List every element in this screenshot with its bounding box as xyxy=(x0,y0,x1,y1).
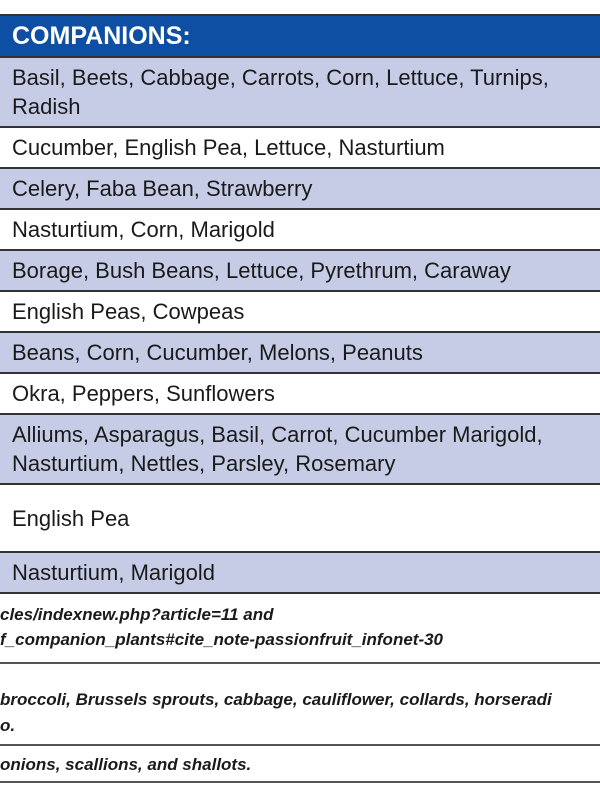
table-header: COMPANIONS: xyxy=(0,16,600,58)
row-text: Cucumber, English Pea, Lettuce, Nasturtium xyxy=(12,135,445,160)
divider xyxy=(0,781,600,783)
row-text: Basil, Beets, Cabbage, Carrots, Corn, Lettuce, Turnips, Radish xyxy=(12,65,549,119)
row-text: English Pea xyxy=(12,505,130,531)
row-text: Alliums, Asparagus, Basil, Carrot, Cucumber Marigold, Nasturtium, Nettles, Parsley, Rosemary xyxy=(12,422,543,476)
divider xyxy=(0,744,600,746)
footnote-line-2: f_companion_plants#cite_note-passionfruit_infonet-30 xyxy=(0,630,444,649)
table-row xyxy=(0,169,600,210)
table-row xyxy=(0,210,600,251)
row-text: Nasturtium, Corn, Marigold xyxy=(12,217,275,242)
table-row xyxy=(0,58,600,128)
row-text: Okra, Peppers, Sunflowers xyxy=(12,381,275,406)
companions-table xyxy=(0,14,600,594)
row-text: Nasturtium, Marigold xyxy=(12,560,215,585)
table-row xyxy=(0,251,600,292)
footnote-line-4: o. xyxy=(0,716,16,735)
row-text: Beans, Corn, Cucumber, Melons, Peanuts xyxy=(12,340,423,365)
row-text: Celery, Faba Bean, Strawberry xyxy=(12,176,313,201)
table-row xyxy=(0,292,600,333)
table-row xyxy=(0,553,600,594)
table-row xyxy=(0,333,600,374)
table-row xyxy=(0,415,600,485)
table-row xyxy=(0,374,600,415)
table-row xyxy=(0,128,600,169)
divider xyxy=(0,662,600,664)
table-row xyxy=(0,485,600,553)
footnote-line-5: onions, scallions, and shallots. xyxy=(0,755,252,774)
footnote-line-3: broccoli, Brussels sprouts, cabbage, cauliflower, collards, horseradi xyxy=(0,690,552,709)
row-text: Borage, Bush Beans, Lettuce, Pyrethrum, Caraway xyxy=(12,258,511,283)
row-text: English Peas, Cowpeas xyxy=(12,299,245,324)
footnote-line-1: cles/indexnew.php?article=11 and xyxy=(0,605,274,624)
